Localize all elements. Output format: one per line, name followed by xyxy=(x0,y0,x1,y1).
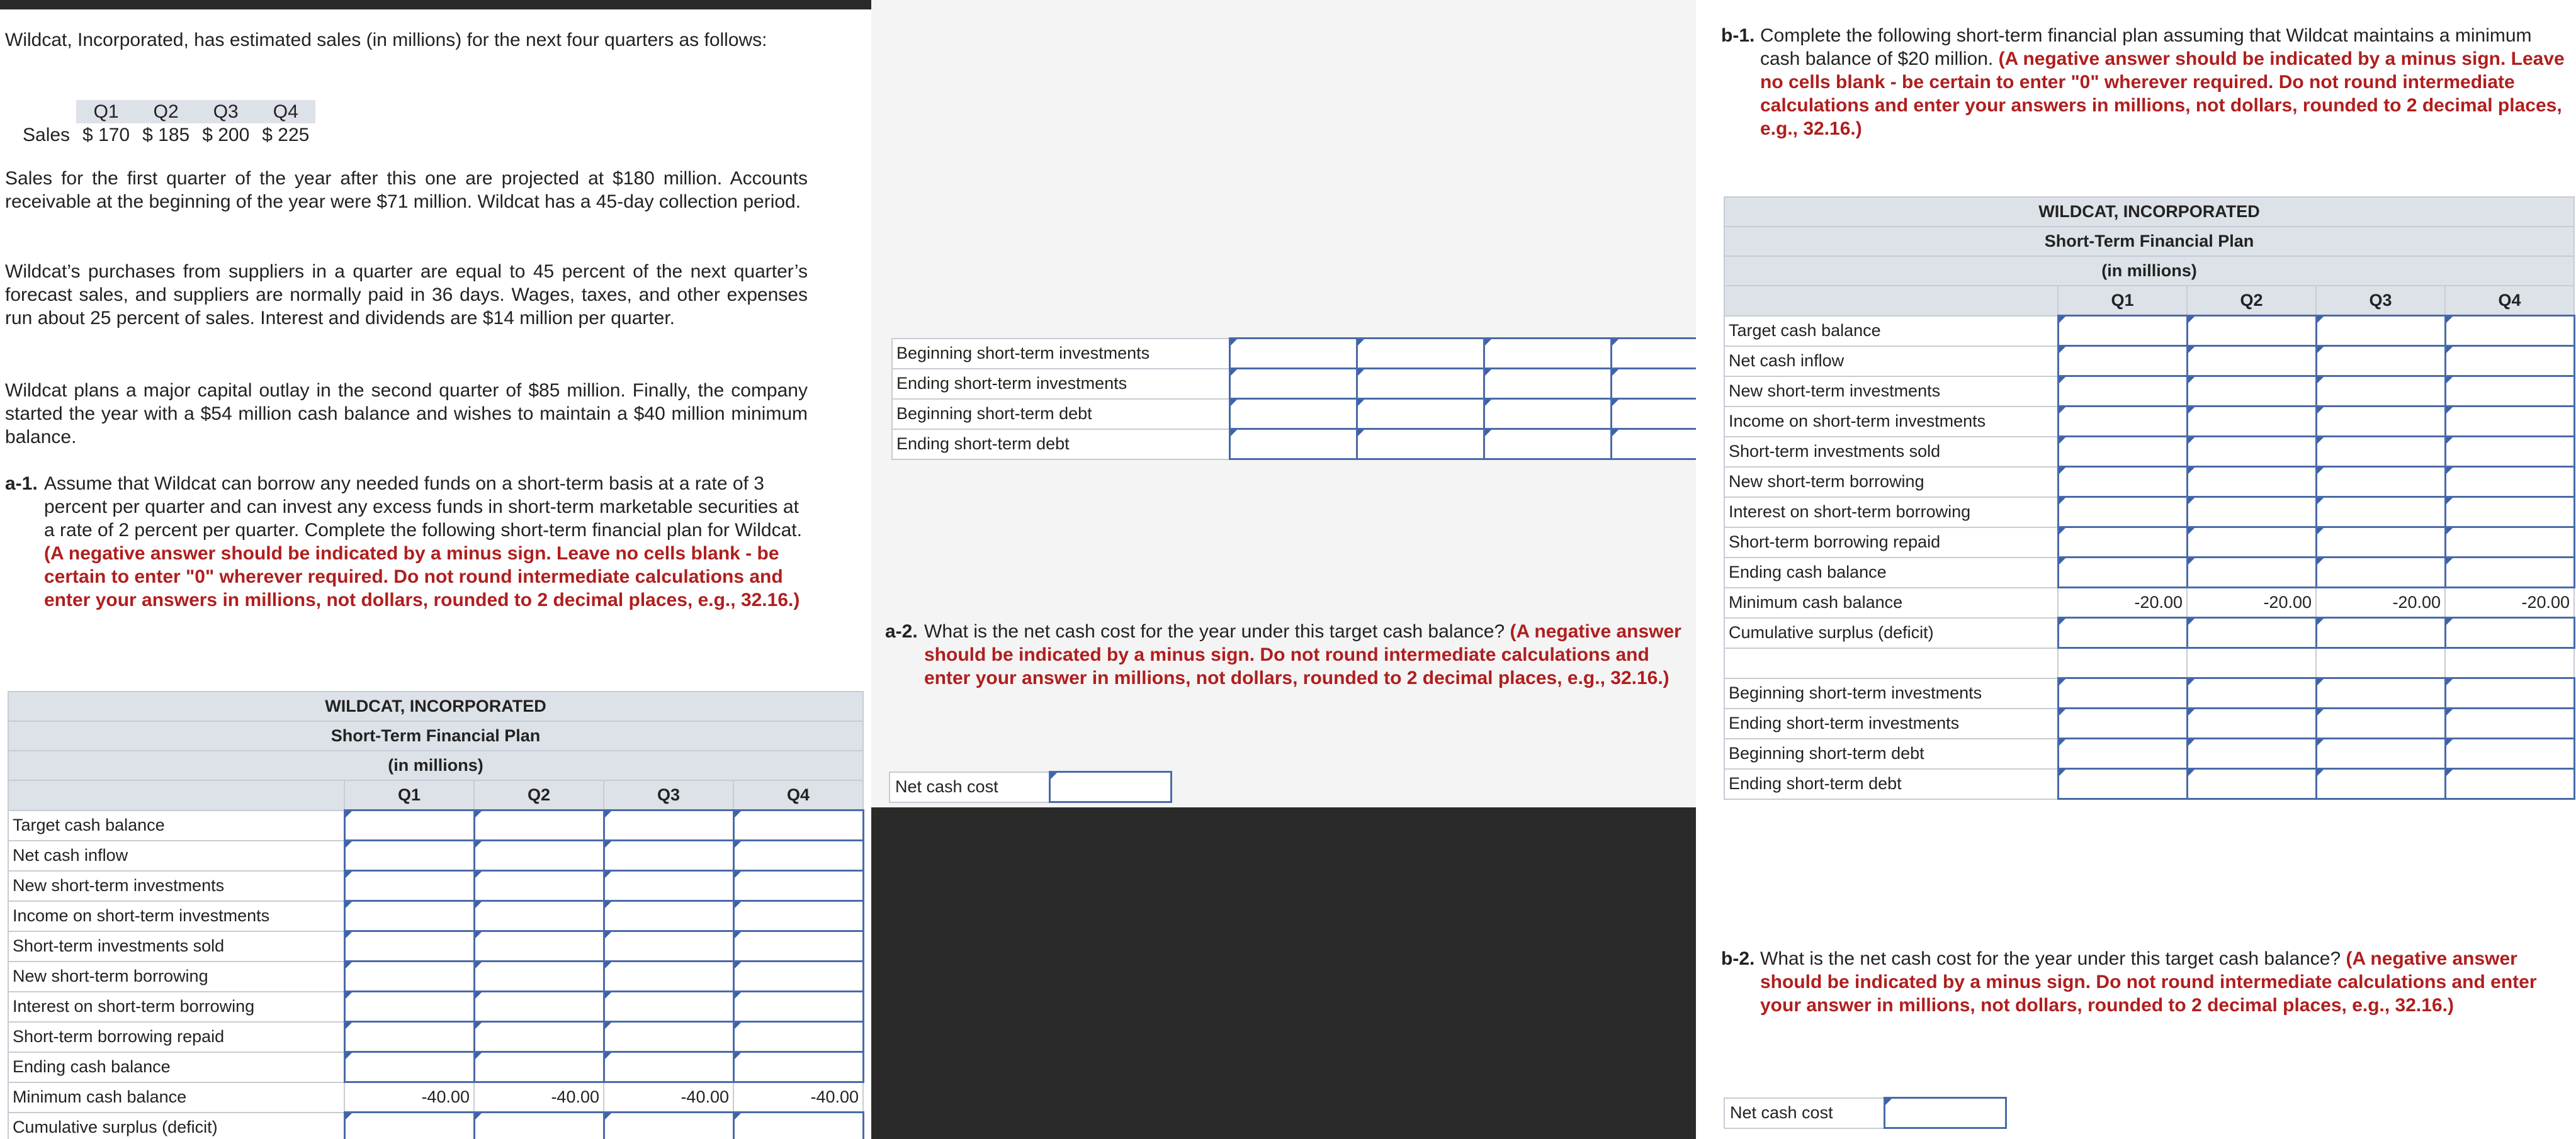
plan-a-lower-input-beginning-short-term-investments-q4[interactable] xyxy=(1611,339,1696,369)
plan-a-input-new-short-term-borrowing-q1[interactable] xyxy=(344,962,474,992)
sales-value-q2: $ 185 xyxy=(142,124,190,145)
plan-a-lower-row-beginning-short-term-investments xyxy=(892,339,1696,369)
plan-a-input-income-on-short-term-investments-q2[interactable] xyxy=(474,901,604,931)
plan-b-lower-row-ending-short-term-debt xyxy=(1724,769,2574,799)
plan-b-input-cumulative-surplus-deficit-q2[interactable] xyxy=(2187,618,2316,648)
plan-b-input-target-cash-balance-q1[interactable] xyxy=(2058,316,2187,346)
plan-a-input-net-cash-inflow-q3[interactable] xyxy=(604,841,733,871)
plan-a-input-interest-on-short-term-borrowing-q1[interactable] xyxy=(344,992,474,1022)
plan-b-row-net-cash-inflow xyxy=(1724,346,2574,376)
plan-a-input-short-term-borrowing-repaid-q1[interactable] xyxy=(344,1022,474,1052)
plan-a-lower-input-beginning-short-term-investments-q2[interactable] xyxy=(1357,339,1484,369)
question-b1-number: b-1. xyxy=(1721,25,1755,46)
plan-a-lower-input-ending-short-term-investments-q4[interactable] xyxy=(1611,369,1696,399)
plan-a-input-interest-on-short-term-borrowing-q3[interactable] xyxy=(604,992,733,1022)
plan-a-lower-input-ending-short-term-investments-q1[interactable] xyxy=(1229,369,1357,399)
plan-a-input-interest-on-short-term-borrowing-q2[interactable] xyxy=(474,992,604,1022)
plan-b-lower-row-label: Beginning short-term investments xyxy=(1724,678,2058,709)
plan-b-lower-input-ending-short-term-debt-q1[interactable] xyxy=(2058,769,2187,799)
right-panel xyxy=(1696,0,2576,1139)
question-a2-instruction: (A negative answer should be indicated by a minus sign. Do not round intermediate calculations and enter your answer in millions, not dollars, rounded to 2 decimal places, e.g., 32.16.) xyxy=(924,621,1681,688)
plan-table-a xyxy=(8,691,864,1139)
plan-b-input-short-term-investments-sold-q4[interactable] xyxy=(2445,437,2574,467)
middle-panel xyxy=(871,0,1696,807)
plan-a-row-interest-on-short-term-borrowing xyxy=(8,992,863,1022)
plan-a-row-label: New short-term borrowing xyxy=(8,962,344,992)
plan-a-lower-row-label: Ending short-term debt xyxy=(892,429,1229,459)
plan-a-lower-input-beginning-short-term-debt-q4[interactable] xyxy=(1611,399,1696,429)
plan-a-input-new-short-term-investments-q2[interactable] xyxy=(474,871,604,901)
plan-a-lower-input-ending-short-term-debt-q2[interactable] xyxy=(1357,429,1484,459)
question-a2-text: What is the net cash cost for the year under this target cash balance? xyxy=(924,621,1505,642)
plan-b-lower-row-label: Beginning short-term debt xyxy=(1724,739,2058,769)
plan-a-input-ending-cash-balance-q2[interactable] xyxy=(474,1052,604,1082)
plan-a-input-ending-cash-balance-q3[interactable] xyxy=(604,1052,733,1082)
plan-b-row-target-cash-balance xyxy=(1724,316,2574,346)
plan-a-input-cumulative-surplus-deficit-q1[interactable] xyxy=(344,1113,474,1139)
plan-b-input-cumulative-surplus-deficit-q3[interactable] xyxy=(2316,618,2445,648)
plan-a-row-new-short-term-borrowing xyxy=(8,962,863,992)
plan-a-row-label: Cumulative surplus (deficit) xyxy=(8,1113,344,1139)
plan-b-lower-input-ending-short-term-debt-q2[interactable] xyxy=(2187,769,2316,799)
plan-b-row-label: Net cash inflow xyxy=(1724,346,2058,376)
plan-b-input-interest-on-short-term-borrowing-q3[interactable] xyxy=(2316,497,2445,527)
plan-b-input-new-short-term-investments-q3[interactable] xyxy=(2316,376,2445,407)
plan-a-input-new-short-term-borrowing-q2[interactable] xyxy=(474,962,604,992)
plan-a-input-short-term-investments-sold-q3[interactable] xyxy=(604,931,733,962)
plan-b-input-short-term-borrowing-repaid-q1[interactable] xyxy=(2058,527,2187,558)
plan-a-input-short-term-borrowing-repaid-q4[interactable] xyxy=(733,1022,863,1052)
plan-a-row-label: Net cash inflow xyxy=(8,841,344,871)
plan-b-min-cash-q3: -20.00 xyxy=(2316,588,2445,618)
plan-b-input-interest-on-short-term-borrowing-q4[interactable] xyxy=(2445,497,2574,527)
plan-b-lower-input-ending-short-term-debt-q4[interactable] xyxy=(2445,769,2574,799)
sales-value-q1: $ 170 xyxy=(82,124,130,145)
sales-row-label: Sales xyxy=(23,124,71,145)
plan-a-row-minimum-cash-balance xyxy=(8,1082,863,1113)
plan-a-input-cumulative-surplus-deficit-q2[interactable] xyxy=(474,1113,604,1139)
plan-b-lower-input-beginning-short-term-investments-q1[interactable] xyxy=(2058,678,2187,709)
plan-a-input-target-cash-balance-q4[interactable] xyxy=(733,811,863,841)
plan-b-spacer-row xyxy=(1724,648,2574,678)
net-cash-cost-a-label: Net cash cost xyxy=(890,772,1050,802)
plan-a-min-cash-q3: -40.00 xyxy=(604,1082,733,1113)
plan-b-lower-row-label: Ending short-term debt xyxy=(1724,769,2058,799)
plan-b-row-label: Minimum cash balance xyxy=(1724,588,2058,618)
plan-b-input-target-cash-balance-q2[interactable] xyxy=(2187,316,2316,346)
plan-b-input-cumulative-surplus-deficit-q1[interactable] xyxy=(2058,618,2187,648)
plan-a-lower-input-ending-short-term-debt-q4[interactable] xyxy=(1611,429,1696,459)
plan-b-input-short-term-borrowing-repaid-q3[interactable] xyxy=(2316,527,2445,558)
plan-a-input-cumulative-surplus-deficit-q3[interactable] xyxy=(604,1113,733,1139)
plan-a-row-short-term-investments-sold xyxy=(8,931,863,962)
intro-paragraph-1: Wildcat, Incorporated, has estimated sales (in millions) for the next four quarters as follows: xyxy=(5,30,767,50)
sales-table xyxy=(5,100,315,147)
plan-b-lower-input-beginning-short-term-investments-q3[interactable] xyxy=(2316,678,2445,709)
plan-b-row-label: Interest on short-term borrowing xyxy=(1724,497,2058,527)
plan-a-lower-input-beginning-short-term-debt-q3[interactable] xyxy=(1484,399,1611,429)
plan-a-row-net-cash-inflow xyxy=(8,841,863,871)
plan-b-row-label: Target cash balance xyxy=(1724,316,2058,346)
question-b2-text: What is the net cash cost for the year under this target cash balance? xyxy=(1760,948,2341,969)
plan-a-lower-input-beginning-short-term-debt-q1[interactable] xyxy=(1229,399,1357,429)
plan-b-input-income-on-short-term-investments-q4[interactable] xyxy=(2445,407,2574,437)
plan-a-min-cash-q2: -40.00 xyxy=(474,1082,604,1113)
plan-table-b xyxy=(1724,196,2575,800)
plan-a-header-q4: Q4 xyxy=(733,780,863,811)
plan-b-input-interest-on-short-term-borrowing-q2[interactable] xyxy=(2187,497,2316,527)
plan-b-lower-row-beginning-short-term-debt xyxy=(1724,739,2574,769)
net-cash-cost-b xyxy=(1724,1097,2007,1129)
sales-header-q1: Q1 xyxy=(76,100,136,123)
plan-b-lower-input-beginning-short-term-debt-q4[interactable] xyxy=(2445,739,2574,769)
plan-b-input-net-cash-inflow-q4[interactable] xyxy=(2445,346,2574,376)
plan-b-input-new-short-term-borrowing-q2[interactable] xyxy=(2187,467,2316,497)
plan-b-header-q3: Q3 xyxy=(2316,286,2445,316)
plan-a-lower-input-beginning-short-term-investments-q1[interactable] xyxy=(1229,339,1357,369)
plan-b-row-cumulative-surplus-deficit xyxy=(1724,618,2574,648)
question-a1-instruction: (A negative answer should be indicated by a minus sign. Leave no cells blank - be certain to enter "0" wherever required. Do not round intermediate calculations and enter your answers in millions, not dollars, rounded to 2 decimal places, e.g., 32.16.) xyxy=(44,543,800,610)
plan-b-input-new-short-term-borrowing-q3[interactable] xyxy=(2316,467,2445,497)
plan-b-row-label: Short-term investments sold xyxy=(1724,437,2058,467)
plan-a-row-label: Interest on short-term borrowing xyxy=(8,992,344,1022)
question-a1-text: Assume that Wildcat can borrow any needed funds on a short-term basis at a rate of 3 percent per quarter and can invest any excess funds in short-term marketable securities at a rate of 2 percent per quarter. Complete the following short-term financial plan for Wildcat. xyxy=(44,473,802,541)
plan-a-input-target-cash-balance-q1[interactable] xyxy=(344,811,474,841)
plan-a-input-net-cash-inflow-q1[interactable] xyxy=(344,841,474,871)
plan-a-row-cumulative-surplus-deficit xyxy=(8,1113,863,1139)
plan-a-input-short-term-investments-sold-q4[interactable] xyxy=(733,931,863,962)
plan-b-input-new-short-term-borrowing-q1[interactable] xyxy=(2058,467,2187,497)
plan-b-input-short-term-investments-sold-q3[interactable] xyxy=(2316,437,2445,467)
plan-a-header-q2: Q2 xyxy=(474,780,604,811)
plan-a-row-label: Minimum cash balance xyxy=(8,1082,344,1113)
plan-b-lower-row-ending-short-term-investments xyxy=(1724,709,2574,739)
plan-b-input-ending-cash-balance-q3[interactable] xyxy=(2316,558,2445,588)
plan-b-header-q1: Q1 xyxy=(2058,286,2187,316)
plan-a-input-income-on-short-term-investments-q1[interactable] xyxy=(344,901,474,931)
intro-paragraph-4: Wildcat plans a major capital outlay in the second quarter of $85 million. Finally, the company started the year with a $54 million cash balance and wishes to maintain a $40 million minimum balance. xyxy=(5,380,808,447)
plan-a-lower-row-label: Beginning short-term investments xyxy=(892,339,1229,369)
plan-a-row-label: Ending cash balance xyxy=(8,1052,344,1082)
plan-a-lower-input-ending-short-term-debt-q1[interactable] xyxy=(1229,429,1357,459)
plan-b-row-short-term-borrowing-repaid xyxy=(1724,527,2574,558)
plan-b-lower-input-ending-short-term-debt-q3[interactable] xyxy=(2316,769,2445,799)
plan-b-row-label: Short-term borrowing repaid xyxy=(1724,527,2058,558)
plan-a-input-target-cash-balance-q3[interactable] xyxy=(604,811,733,841)
plan-a-input-new-short-term-investments-q1[interactable] xyxy=(344,871,474,901)
plan-b-input-ending-cash-balance-q4[interactable] xyxy=(2445,558,2574,588)
question-a2 xyxy=(885,620,1681,690)
plan-b-row-label: New short-term investments xyxy=(1724,376,2058,407)
plan-a-lower-row-beginning-short-term-debt xyxy=(892,399,1696,429)
plan-b-lower-input-ending-short-term-investments-q4[interactable] xyxy=(2445,709,2574,739)
plan-b-input-short-term-borrowing-repaid-q2[interactable] xyxy=(2187,527,2316,558)
plan-b-lower-row-beginning-short-term-investments xyxy=(1724,678,2574,709)
plan-a-lower-row-ending-short-term-investments xyxy=(892,369,1696,399)
plan-b-input-cumulative-surplus-deficit-q4[interactable] xyxy=(2445,618,2574,648)
plan-a-input-short-term-borrowing-repaid-q3[interactable] xyxy=(604,1022,733,1052)
plan-a-row-target-cash-balance xyxy=(8,811,863,841)
plan-b-row-label: Cumulative surplus (deficit) xyxy=(1724,618,2058,648)
plan-a-input-income-on-short-term-investments-q4[interactable] xyxy=(733,901,863,931)
plan-a-row-label: Target cash balance xyxy=(8,811,344,841)
plan-b-row-label: Income on short-term investments xyxy=(1724,407,2058,437)
plan-a-row-label: New short-term investments xyxy=(8,871,344,901)
sales-header-q3: Q3 xyxy=(196,100,256,123)
net-cash-cost-b-label: Net cash cost xyxy=(1724,1098,1885,1128)
plan-a-row-income-on-short-term-investments xyxy=(8,901,863,931)
intro-paragraph-3: Wildcat’s purchases from suppliers in a quarter are equal to 45 percent of the next quarter’s forecast sales, and suppliers are normally paid in 36 days. Wages, taxes, and other expenses run about 25 percent of sales. Interest and dividends are $14 million per quarter. xyxy=(5,261,808,328)
plan-b-min-cash-q4: -20.00 xyxy=(2445,588,2574,618)
plan-a-row-label: Short-term investments sold xyxy=(8,931,344,962)
plan-a-lower-input-beginning-short-term-investments-q3[interactable] xyxy=(1484,339,1611,369)
plan-a-lower-input-ending-short-term-investments-q3[interactable] xyxy=(1484,369,1611,399)
plan-b-lower-input-ending-short-term-investments-q3[interactable] xyxy=(2316,709,2445,739)
sales-value-q3: $ 200 xyxy=(202,124,250,145)
plan-a-input-new-short-term-investments-q4[interactable] xyxy=(733,871,863,901)
plan-b-input-short-term-investments-sold-q1[interactable] xyxy=(2058,437,2187,467)
question-b2-number: b-2. xyxy=(1721,948,1755,969)
plan-a-row-new-short-term-investments xyxy=(8,871,863,901)
plan-a-company: WILDCAT, INCORPORATED xyxy=(8,692,863,721)
plan-b-units: (in millions) xyxy=(1724,256,2574,286)
plan-a-input-ending-cash-balance-q1[interactable] xyxy=(344,1052,474,1082)
question-b2-instruction: (A negative answer should be indicated by a minus sign. Do not round intermediate calculations and enter your answer in millions, not dollars, rounded to 2 decimal places, e.g., 32.16.) xyxy=(1760,948,2537,1016)
question-b1 xyxy=(1721,24,2565,140)
plan-a-min-cash-q1: -40.00 xyxy=(344,1082,474,1113)
plan-b-lower-input-ending-short-term-investments-q1[interactable] xyxy=(2058,709,2187,739)
plan-a-row-label: Short-term borrowing repaid xyxy=(8,1022,344,1052)
plan-a-lower-input-ending-short-term-debt-q3[interactable] xyxy=(1484,429,1611,459)
plan-a-input-target-cash-balance-q2[interactable] xyxy=(474,811,604,841)
intro-paragraph-2: Sales for the first quarter of the year after this one are projected at $180 million. Accounts receivable at the beginning of the year were $71 million. Wildcat has a 45-day collection period. xyxy=(5,168,808,212)
plan-b-input-target-cash-balance-q3[interactable] xyxy=(2316,316,2445,346)
plan-a-row-short-term-borrowing-repaid xyxy=(8,1022,863,1052)
plan-a-title: Short-Term Financial Plan xyxy=(8,721,863,751)
plan-b-row-ending-cash-balance xyxy=(1724,558,2574,588)
plan-a-row-ending-cash-balance xyxy=(8,1052,863,1082)
plan-b-row-income-on-short-term-investments xyxy=(1724,407,2574,437)
plan-b-input-ending-cash-balance-q1[interactable] xyxy=(2058,558,2187,588)
plan-a-input-cumulative-surplus-deficit-q4[interactable] xyxy=(733,1113,863,1139)
plan-b-input-new-short-term-investments-q1[interactable] xyxy=(2058,376,2187,407)
plan-b-row-label: Ending cash balance xyxy=(1724,558,2058,588)
plan-a-input-interest-on-short-term-borrowing-q4[interactable] xyxy=(733,992,863,1022)
plan-a-lower-row-label: Ending short-term investments xyxy=(892,369,1229,399)
plan-b-title: Short-Term Financial Plan xyxy=(1724,227,2574,256)
plan-b-input-new-short-term-investments-q2[interactable] xyxy=(2187,376,2316,407)
plan-b-lower-input-beginning-short-term-investments-q4[interactable] xyxy=(2445,678,2574,709)
plan-b-lower-input-beginning-short-term-debt-q1[interactable] xyxy=(2058,739,2187,769)
plan-b-row-label: New short-term borrowing xyxy=(1724,467,2058,497)
plan-b-input-short-term-borrowing-repaid-q4[interactable] xyxy=(2445,527,2574,558)
plan-a-input-new-short-term-investments-q3[interactable] xyxy=(604,871,733,901)
plan-b-header-q2: Q2 xyxy=(2187,286,2316,316)
plan-b-lower-input-beginning-short-term-debt-q3[interactable] xyxy=(2316,739,2445,769)
plan-a-units: (in millions) xyxy=(8,751,863,780)
left-panel xyxy=(0,9,871,1139)
plan-b-input-interest-on-short-term-borrowing-q1[interactable] xyxy=(2058,497,2187,527)
sales-header-q4: Q4 xyxy=(256,100,315,123)
plan-b-row-new-short-term-borrowing xyxy=(1724,467,2574,497)
plan-b-input-income-on-short-term-investments-q3[interactable] xyxy=(2316,407,2445,437)
sales-value-q4: $ 225 xyxy=(262,124,310,145)
plan-a-lower-input-ending-short-term-investments-q2[interactable] xyxy=(1357,369,1484,399)
plan-b-input-target-cash-balance-q4[interactable] xyxy=(2445,316,2574,346)
plan-b-input-new-short-term-investments-q4[interactable] xyxy=(2445,376,2574,407)
plan-b-row-short-term-investments-sold xyxy=(1724,437,2574,467)
plan-a-input-new-short-term-borrowing-q3[interactable] xyxy=(604,962,733,992)
plan-b-row-interest-on-short-term-borrowing xyxy=(1724,497,2574,527)
plan-a-header-q3: Q3 xyxy=(604,780,733,811)
plan-b-lower-row-label: Ending short-term investments xyxy=(1724,709,2058,739)
plan-b-input-net-cash-inflow-q1[interactable] xyxy=(2058,346,2187,376)
question-b1-instruction: (A negative answer should be indicated by a minus sign. Leave no cells blank - be certain to enter "0" wherever required. Do not round intermediate calculations and enter your answers in millions, not dollars, rounded to 2 decimal places, e.g., 32.16.) xyxy=(1760,48,2565,139)
plan-table-a-lower xyxy=(891,337,1696,460)
plan-b-input-income-on-short-term-investments-q1[interactable] xyxy=(2058,407,2187,437)
net-cash-cost-a xyxy=(889,771,1172,803)
plan-b-input-net-cash-inflow-q3[interactable] xyxy=(2316,346,2445,376)
net-cash-cost-a-input[interactable] xyxy=(1050,772,1172,802)
plan-a-input-short-term-investments-sold-q2[interactable] xyxy=(474,931,604,962)
plan-b-header-q4: Q4 xyxy=(2445,286,2574,316)
plan-a-input-net-cash-inflow-q4[interactable] xyxy=(733,841,863,871)
plan-b-company: WILDCAT, INCORPORATED xyxy=(1724,197,2574,227)
plan-b-lower-input-ending-short-term-investments-q2[interactable] xyxy=(2187,709,2316,739)
net-cash-cost-b-input[interactable] xyxy=(1885,1098,2006,1128)
plan-b-row-new-short-term-investments xyxy=(1724,376,2574,407)
plan-a-input-short-term-borrowing-repaid-q2[interactable] xyxy=(474,1022,604,1052)
plan-a-lower-input-beginning-short-term-debt-q2[interactable] xyxy=(1357,399,1484,429)
plan-b-min-cash-q2: -20.00 xyxy=(2187,588,2316,618)
plan-a-header-q1: Q1 xyxy=(344,780,474,811)
plan-a-input-income-on-short-term-investments-q3[interactable] xyxy=(604,901,733,931)
question-b2 xyxy=(1721,947,2565,1017)
plan-a-input-net-cash-inflow-q2[interactable] xyxy=(474,841,604,871)
plan-b-lower-input-beginning-short-term-investments-q2[interactable] xyxy=(2187,678,2316,709)
plan-b-input-ending-cash-balance-q2[interactable] xyxy=(2187,558,2316,588)
plan-b-min-cash-q1: -20.00 xyxy=(2058,588,2187,618)
sales-header-q2: Q2 xyxy=(136,100,196,123)
question-b1-text: Complete the following short-term financial plan assuming that Wildcat maintains a minimum cash balance of $20 million. xyxy=(1760,25,2532,69)
plan-a-input-new-short-term-borrowing-q4[interactable] xyxy=(733,962,863,992)
question-a1 xyxy=(5,472,808,612)
plan-a-lower-row-label: Beginning short-term debt xyxy=(892,399,1229,429)
plan-a-min-cash-q4: -40.00 xyxy=(733,1082,863,1113)
plan-b-input-short-term-investments-sold-q2[interactable] xyxy=(2187,437,2316,467)
plan-b-input-income-on-short-term-investments-q2[interactable] xyxy=(2187,407,2316,437)
plan-b-lower-input-beginning-short-term-debt-q2[interactable] xyxy=(2187,739,2316,769)
plan-b-row-minimum-cash-balance xyxy=(1724,588,2574,618)
question-a1-number: a-1. xyxy=(5,473,38,494)
plan-b-input-net-cash-inflow-q2[interactable] xyxy=(2187,346,2316,376)
plan-a-row-label: Income on short-term investments xyxy=(8,901,344,931)
plan-a-input-short-term-investments-sold-q1[interactable] xyxy=(344,931,474,962)
question-a2-number: a-2. xyxy=(885,621,918,642)
plan-b-input-new-short-term-borrowing-q4[interactable] xyxy=(2445,467,2574,497)
plan-a-lower-row-ending-short-term-debt xyxy=(892,429,1696,459)
plan-a-input-ending-cash-balance-q4[interactable] xyxy=(733,1052,863,1082)
